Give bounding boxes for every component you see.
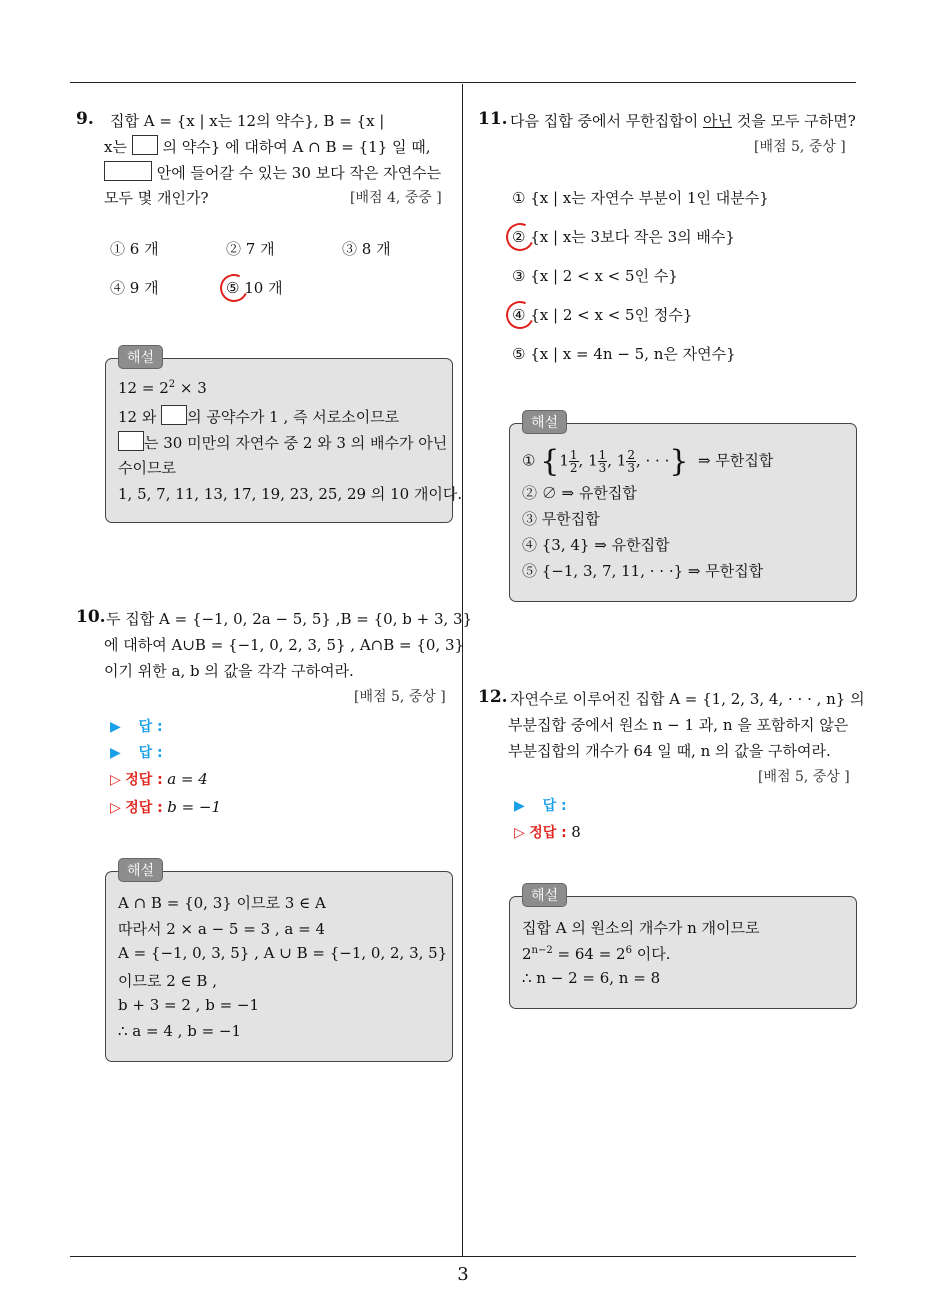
score-meta: [배점 5, 중상 ] — [354, 689, 446, 705]
solution-tag: 해설 — [522, 410, 567, 434]
q10-line-3: 이기 위한 a, b 의 값을 각각 구하여라. — [104, 662, 354, 680]
selected-mark: ⑤ — [226, 279, 239, 297]
option-1[interactable]: ① {x | x는 자연수 부분이 1인 대분수} — [512, 189, 769, 207]
solution-line-3: A = {−1, 0, 3, 5} , A ∪ B = {−1, 0, 2, 3, 5} — [118, 944, 448, 962]
q12-line-3: 부분집합의 개수가 64 일 때, n 의 값을 구하여라. — [508, 742, 831, 760]
q10-line-2: 에 대하여 A∪B = {−1, 0, 2, 3, 5} , A∩B = {0, 3} — [104, 636, 465, 654]
selected-mark: ④ — [512, 306, 525, 324]
solution-box — [509, 415, 857, 602]
answer-blank-box — [161, 405, 187, 425]
solution-tag: 해설 — [118, 345, 163, 369]
q9-line-2-text: 의 약수} 에 대하여 A ∩ B = {1} 일 때, — [162, 138, 431, 156]
solution-line-1: $12 = 2^2 \times 3$ — [118, 379, 207, 397]
correct-row-1: ▷ 정답 : a = 4 — [110, 770, 208, 788]
solution-line-3: ∴ n − 2 = 6, n = 8 — [522, 969, 661, 987]
play-icon: ▶ — [514, 798, 525, 814]
solution-line-2: 따라서 2 × a − 5 = 3 , a = 4 — [118, 920, 326, 938]
outline-play-icon: ▷ — [110, 800, 121, 816]
correct-row-1: ▷ 정답 : 8 — [514, 823, 581, 841]
red-circle-icon — [216, 270, 252, 306]
option-4-label: {x | 2 < x < 5인 정수} — [530, 306, 693, 324]
question-number: 12. — [478, 687, 508, 707]
option-1[interactable]: ① 6 개 — [110, 240, 159, 258]
selected-mark: ② — [512, 228, 525, 246]
score-meta: [배점 5, 중상 ] — [754, 139, 846, 155]
solution-tag: 해설 — [522, 883, 567, 907]
solution-line-2: 12 와 의 공약수가 1 , 즉 서로소이므로 — [118, 405, 399, 427]
solution-line-3: 는 30 미만의 자연수 중 2 와 3 의 배수가 아닌 — [118, 431, 447, 453]
option-5[interactable] — [226, 277, 283, 298]
question-number: 11. — [478, 109, 508, 129]
solution-line-5: b + 3 = 2 , b = −1 — [118, 996, 260, 1014]
option-4[interactable]: ④ 9 개 — [110, 279, 159, 297]
option-2-label: {x | x는 3보다 작은 3의 배수} — [530, 228, 735, 246]
option-3[interactable]: ③ 8 개 — [342, 240, 391, 258]
option-4[interactable] — [512, 304, 692, 325]
option-5-label: 10 개 — [244, 279, 283, 297]
score-meta: [배점 4, 중중 ] — [350, 190, 442, 206]
solution-box — [105, 350, 463, 523]
column-divider — [462, 84, 463, 1256]
option-2[interactable]: ② 7 개 — [226, 240, 275, 258]
solution-line-5: ⑤ {−1, 3, 7, 11, · · ·} ⇒ 무한집합 — [522, 562, 764, 580]
solution-line-1: ① {1 $\frac{1}{2}$ , 1 $\frac{1}{3}$ , 1 $\frac{2}{3}$ , · · ·} ⇒ 무한집합 — [522, 444, 774, 479]
emphasis-underline: 아닌 — [702, 112, 732, 130]
solution-line-3: ③ 무한집합 — [522, 510, 600, 528]
solution-line-6: ∴ a = 4 , b = −1 — [118, 1022, 242, 1040]
q9-line-3 — [104, 161, 441, 183]
outline-play-icon: ▷ — [110, 772, 121, 788]
q9-line-2 — [104, 135, 431, 157]
q12-line-2: 부분집합 중에서 원소 n − 1 과, n 을 포함하지 않은 — [508, 716, 849, 734]
question-number: 9. — [76, 109, 94, 129]
outline-play-icon: ▷ — [514, 825, 525, 841]
answer-blank-box — [132, 135, 158, 155]
q10-line-1: 두 집합 A = {−1, 0, 2a − 5, 5} ,B = {0, b + 3, 3} — [106, 610, 473, 628]
solution-tag: 해설 — [118, 858, 163, 882]
option-5[interactable]: ⑤ {x | x = 4n − 5, n은 자연수} — [512, 345, 736, 363]
play-icon: ▶ — [110, 719, 121, 735]
answer-row-1[interactable]: ▶ 답 : — [514, 798, 567, 814]
red-circle-icon — [502, 297, 538, 333]
solution-line-5: 1, 5, 7, 11, 13, 17, 19, 23, 25, 29 의 10 개이다. — [118, 485, 463, 503]
question-number: 10. — [76, 607, 106, 627]
score-meta: [배점 5, 중상 ] — [758, 769, 850, 785]
correct-row-2: ▷ 정답 : b = −1 — [110, 798, 222, 816]
bottom-rule — [70, 1256, 856, 1257]
q9-line-3-text: 안에 들어갈 수 있는 30 보다 작은 자연수는 — [156, 164, 442, 182]
answer-row-2[interactable]: ▶ 답 : — [110, 745, 163, 761]
solution-line-4: 수이므로 — [118, 459, 176, 477]
red-circle-icon — [502, 219, 538, 255]
solution-line-2: $2^{n-2} = 64 = 2^6$ 이다. — [522, 945, 671, 963]
q9-line-1: 집합 A = {x | x는 12의 약수}, B = {x | — [110, 112, 385, 130]
solution-line-4: ④ {3, 4} ⇒ 유한집합 — [522, 536, 670, 554]
top-rule — [70, 82, 856, 83]
solution-line-4: 이므로 2 ∈ B , — [118, 972, 217, 990]
q9-line-4: 모두 몇 개인가? — [104, 189, 209, 207]
solution-line-1: 집합 A 의 원소의 개수가 n 개이므로 — [522, 919, 760, 937]
play-icon: ▶ — [110, 745, 121, 761]
option-3[interactable]: ③ {x | 2 < x < 5인 수} — [512, 267, 678, 285]
solution-line-2: ② ∅ ⇒ 유한집합 — [522, 484, 637, 502]
q12-line-1: 자연수로 이루어진 집합 A = {1, 2, 3, 4, · · · , n} 의 — [510, 690, 865, 708]
solution-box — [509, 888, 857, 1009]
q11-line-1: 다음 집합 중에서 무한집합이 아닌 것을 모두 구하면? — [510, 112, 856, 130]
answer-row-1[interactable]: ▶ 답 : — [110, 719, 163, 735]
answer-blank-box — [104, 161, 152, 181]
q9-line-2-prefix: x는 — [104, 138, 127, 156]
option-2[interactable] — [512, 226, 735, 247]
solution-line-1: A ∩ B = {0, 3} 이므로 3 ∈ A — [118, 894, 326, 912]
page-number: 3 — [457, 1264, 469, 1285]
answer-blank-box — [118, 431, 144, 451]
solution-box — [105, 863, 453, 1062]
